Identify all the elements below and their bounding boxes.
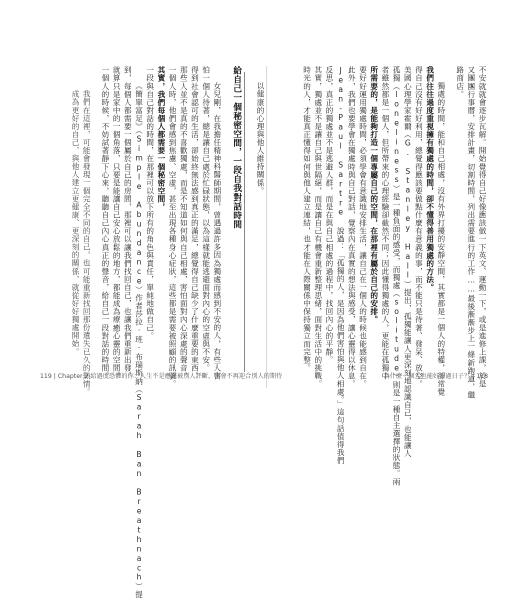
text-line: 成為更好的自己，與他人建立更健康、更深刻的關係，就從好好獨處開始。 [71,90,80,356]
paragraph-break [448,66,452,384]
text-line: 又團團行事曆，安排計畫，切割時間，列出需要進行的工作……最後漸漸步上一條新跑道，繼 [466,66,476,399]
left-page-text-column [42,66,265,598]
paragraph-break [94,66,98,384]
book-gutter [266,66,267,388]
text-line: 時光的人，才能真正懂得如何與他人建立連結，也才能在人際關係中保持獨立而完整。 [302,66,312,372]
text-line: 一段與自己對話的時間，在那裡可以放下所有的角色與責任，單純地做自己。 [145,66,155,340]
text-line: 其實，獨處並不是讓自己與世隔絕，而是讓自己有機會重新整理思緒，面對生活中的挑戰。 [313,66,323,388]
text-line: 以健康的心理與他人維持關係。 [256,82,265,195]
section-rule [244,72,245,372]
text-line: 就算只是家中的一個角落，只要是能讓自己安心放鬆的地方，都能成為療癒心靈的空間。 [112,66,122,380]
text-line: 此外，我們也要學會在獨處時與自己對話，覺察內在真實的想法與感受，讓心靈得以休息。 [347,66,357,388]
text-line: 女兒剛，在我擔任精神科醫師期間，曾遇過許多因為獨處而感到不安的人，有些人害 [212,82,222,380]
right-page [270,66,488,486]
text-line: 美國心理學家霍爾（G. Stanley Hall）提出，孤獨能讓人更深刻地認識自己，也能讓人 [403,66,413,458]
text-line: 路商店。 [455,66,465,99]
right-page-text-column [270,66,487,486]
text-line: 一個人的時候，不妨試著靜下心來，聽聽自己內心真正的聲音，給自己一段對話的時間。 [100,66,110,380]
section-heading: 給自己一個秘密空間，一段自我對話時間 [231,66,242,229]
text-line: 要好好運用獨處時間，必須學會有意識地安排生活，讓自己在一個人的時候也能感到自在。 [358,66,368,388]
text-line: 者雖然都是一個人，但所帶來的心理經驗卻截然不同；因此懂得獨處的人，更能在孤獨中 [380,66,390,380]
book-spread [40,66,488,598]
text-line: 獨處的時間，能和自己相處，沒有外界打擾的安靜空間，其實都是一個人的特權，卻常覺 [436,82,446,396]
text-line: 我們往往過度重視擁有獨處的時間，卻不懂得善用獨處的方法。 [425,66,435,292]
text-line: 不安就就會逐步瓦解。開始覺得自己好像應該做一下英文、運動一下，或是進修上課，於是 [478,66,487,388]
text-line: 我們在這裡，可能會發現一個完全不同的自己，也可能重新找回那份遺失已久的熱情。 [82,90,92,396]
text-line: 《簡單富足》（Simple Abundance）作者莎拉‧班‧布瑞斯納（Sarah Ban Breathnach）提 [134,82,144,598]
right-page-footer: 為什麼一個人也能好好過日子？ | 118 [383,373,488,380]
text-line: 所需要的，是能夠打造一個專屬自己的空間，在那裡有屬於自己的安排。 [369,66,379,324]
paragraph-break [224,66,228,384]
text-line: 那些人並不是真的不喜歡獨處，而是不知道如何與自己相處，害怕面對內心深處的聲音。 [179,66,189,380]
text-line: 孤獨（loneliness）是一種負面的感受，而獨處（solitude）則是一種自主選擇的狀態。兩 [392,66,402,486]
text-line: Jean-Paul Sartre 說過：「孤獨的人，是因為他們害怕與他人相處。」這句話值得我們 [336,66,346,465]
left-page [40,66,265,598]
text-line: 怕一個人待著，總是讓自己處於忙碌狀態，以為這樣就能逃避面對內心的空虛與不安。 [201,66,211,372]
text-line: 得到社會認可的生活，卻始終無法感到真正的滿足，總覺得自己缺少了什麼重要的東西。 [190,66,200,380]
text-line: 到，每個人都需要一個屬於自己的房間，那裡可以讓我們找回自己，也讓我們重新出發。 [123,66,133,380]
text-line: 反思，真正的獨處並不是逃避人群，而是在與自己相處的過程中，找回內心的平靜。 [324,66,334,364]
text-line: 其實，我們每個人都需要一個秘密空間， [156,66,166,211]
text-line: 一個人時，他們會感到焦慮、空虛，甚至出現各種身心症狀，這些都是需要被照顧的訊號。 [168,66,178,388]
left-page-footer: 119 | Chapter 2 給過度恐懼的你：人生不是應該被別人評斷，學會不再迎合別人的期待 [40,373,283,380]
text-line: 得自己沒有好好利用，總覺得應該要做點什麼有意義的事，而不能只是待著、發呆、放空。 [414,66,424,388]
paragraph-break [249,66,253,384]
